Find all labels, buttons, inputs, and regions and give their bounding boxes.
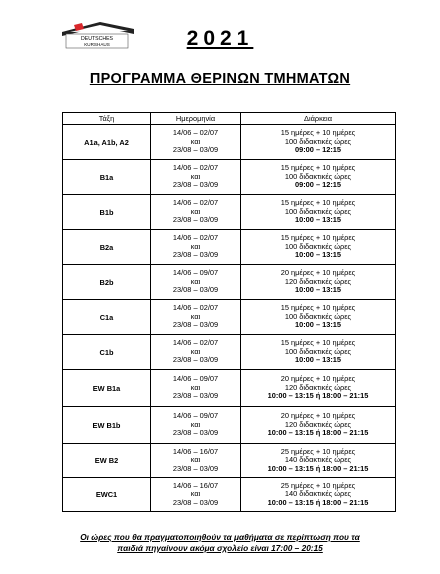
duration-time: 09:00 – 12:15	[294, 180, 342, 190]
class-cell: C1b	[63, 335, 151, 370]
class-cell: C1a	[63, 300, 151, 335]
date-line: και	[190, 171, 201, 181]
duration-time: 10:00 – 13:15	[294, 285, 342, 295]
date-line: και	[190, 489, 201, 499]
class-cell: EWC1	[63, 478, 151, 512]
class-cell: A1a, A1b, A2	[63, 125, 151, 160]
duration-line: 100 διδακτικές ώρες	[284, 136, 352, 146]
date-line: 14/06 – 16/07	[172, 446, 219, 456]
duration-cell	[241, 160, 396, 195]
date-line: 14/06 – 09/07	[172, 374, 219, 384]
page-year: 2021	[186, 27, 254, 50]
date-line: και	[190, 241, 201, 251]
duration-cell	[241, 300, 396, 335]
logo-line1: DEUTSCHES	[81, 36, 113, 42]
date-cell	[151, 444, 241, 478]
duration-line: 25 ημέρες + 10 ημέρες	[280, 446, 356, 456]
date-line: 23/08 – 03/09	[172, 145, 219, 155]
date-line: 23/08 – 03/09	[172, 250, 219, 260]
duration-time: 10:00 – 13:15 ή 18:00 – 21:15	[267, 497, 369, 507]
duration-line: 15 ημέρες + 10 ημέρες	[280, 198, 356, 208]
date-line: και	[190, 455, 201, 465]
date-line: 14/06 – 02/07	[172, 198, 219, 208]
date-line: 14/06 – 09/07	[172, 411, 219, 421]
duration-line: 15 ημέρες + 10 ημέρες	[280, 303, 356, 313]
date-line: 23/08 – 03/09	[172, 355, 219, 365]
date-line: και	[190, 136, 201, 146]
date-line: 14/06 – 09/07	[172, 268, 219, 278]
duration-time: 10:00 – 13:15 ή 18:00 – 21:15	[267, 391, 369, 401]
duration-line: 15 ημέρες + 10 ημέρες	[280, 163, 356, 173]
page-title: ΠΡΟΓΡΑΜΜΑ ΘΕΡΙΝΩΝ ΤΜΗΜΑΤΩΝ	[89, 71, 351, 87]
class-cell: B2b	[63, 265, 151, 300]
header-date: Ημερομηνία	[151, 113, 241, 125]
duration-cell	[241, 265, 396, 300]
duration-line: 120 διδακτικές ώρες	[284, 419, 352, 429]
table-row	[63, 125, 396, 160]
date-cell	[151, 335, 241, 370]
header-class: Τάξη	[63, 113, 151, 125]
table-header-row	[63, 113, 396, 125]
duration-line: 25 ημέρες + 10 ημέρες	[280, 480, 356, 490]
table-row	[63, 265, 396, 300]
duration-cell	[241, 478, 396, 512]
date-line: 23/08 – 03/09	[172, 320, 219, 330]
date-line: 23/08 – 03/09	[172, 180, 219, 190]
date-line: 23/08 – 03/09	[172, 215, 219, 225]
date-line: και	[190, 311, 201, 321]
class-cell: EW B1a	[63, 370, 151, 407]
date-line: και	[190, 346, 201, 356]
table-row	[63, 335, 396, 370]
duration-time: 10:00 – 13:15	[294, 215, 342, 225]
date-cell	[151, 478, 241, 512]
date-cell	[151, 370, 241, 407]
duration-cell	[241, 444, 396, 478]
logo-line2: KURSHAUS	[84, 42, 110, 47]
duration-cell	[241, 195, 396, 230]
class-cell: EW B1b	[63, 407, 151, 444]
date-cell	[151, 160, 241, 195]
date-line: 14/06 – 02/07	[172, 233, 219, 243]
footnote	[0, 532, 440, 554]
table-row	[63, 300, 396, 335]
duration-cell	[241, 230, 396, 265]
duration-line: 100 διδακτικές ώρες	[284, 346, 352, 356]
table-row	[63, 407, 396, 444]
table-row	[63, 230, 396, 265]
duration-line: 100 διδακτικές ώρες	[284, 241, 352, 251]
table-row	[63, 478, 396, 512]
table-row	[63, 160, 396, 195]
date-cell	[151, 265, 241, 300]
duration-line: 20 ημέρες + 10 ημέρες	[280, 268, 356, 278]
date-cell	[151, 230, 241, 265]
duration-line: 120 διδακτικές ώρες	[284, 276, 352, 286]
date-line: 23/08 – 03/09	[172, 463, 219, 473]
duration-line: 100 διδακτικές ώρες	[284, 311, 352, 321]
duration-line: 120 διδακτικές ώρες	[284, 382, 352, 392]
date-line: και	[190, 276, 201, 286]
class-cell: EW B2	[63, 444, 151, 478]
date-line: και	[190, 419, 201, 429]
duration-time: 10:00 – 13:15 ή 18:00 – 21:15	[267, 428, 369, 438]
table-row	[63, 370, 396, 407]
duration-line: 140 διδακτικές ώρες	[284, 489, 352, 499]
footnote-line1: Οι ώρες που θα πραγματοποιηθούν τα μαθήματα σε περίπτωση που τα	[80, 532, 360, 542]
class-cell: B1a	[63, 160, 151, 195]
duration-line: 20 ημέρες + 10 ημέρες	[280, 411, 356, 421]
duration-line: 100 διδακτικές ώρες	[284, 206, 352, 216]
date-line: 23/08 – 03/09	[172, 428, 219, 438]
duration-line: 15 ημέρες + 10 ημέρες	[280, 128, 356, 138]
table-row	[63, 195, 396, 230]
class-cell: B1b	[63, 195, 151, 230]
table-row	[63, 444, 396, 478]
date-line: 23/08 – 03/09	[172, 285, 219, 295]
duration-time: 09:00 – 12:15	[294, 145, 342, 155]
duration-cell	[241, 407, 396, 444]
duration-line: 140 διδακτικές ώρες	[284, 455, 352, 465]
duration-line: 15 ημέρες + 10 ημέρες	[280, 338, 356, 348]
duration-time: 10:00 – 13:15	[294, 320, 342, 330]
date-cell	[151, 300, 241, 335]
duration-time: 10:00 – 13:15	[294, 355, 342, 365]
header-duration: Διάρκεια	[241, 113, 396, 125]
duration-time: 10:00 – 13:15	[294, 250, 342, 260]
date-cell	[151, 407, 241, 444]
date-line: και	[190, 382, 201, 392]
duration-cell	[241, 335, 396, 370]
duration-cell	[241, 370, 396, 407]
date-cell	[151, 125, 241, 160]
class-cell: B2a	[63, 230, 151, 265]
date-line: 14/06 – 16/07	[172, 480, 219, 490]
duration-line: 20 ημέρες + 10 ημέρες	[280, 374, 356, 384]
date-line: 14/06 – 02/07	[172, 128, 219, 138]
date-line: 23/08 – 03/09	[172, 497, 219, 507]
duration-line: 100 διδακτικές ώρες	[284, 171, 352, 181]
date-line: 14/06 – 02/07	[172, 163, 219, 173]
duration-cell	[241, 125, 396, 160]
footnote-line2: παιδιά πηγαίνουν ακόμα σχολείο είναι 17:00 – 20:15	[117, 543, 323, 553]
date-line: 14/06 – 02/07	[172, 303, 219, 313]
duration-line: 15 ημέρες + 10 ημέρες	[280, 233, 356, 243]
date-line: 23/08 – 03/09	[172, 391, 219, 401]
date-line: 14/06 – 02/07	[172, 338, 219, 348]
schedule-table	[62, 112, 396, 512]
date-line: και	[190, 206, 201, 216]
duration-time: 10:00 – 13:15 ή 18:00 – 21:15	[267, 463, 369, 473]
date-cell	[151, 195, 241, 230]
